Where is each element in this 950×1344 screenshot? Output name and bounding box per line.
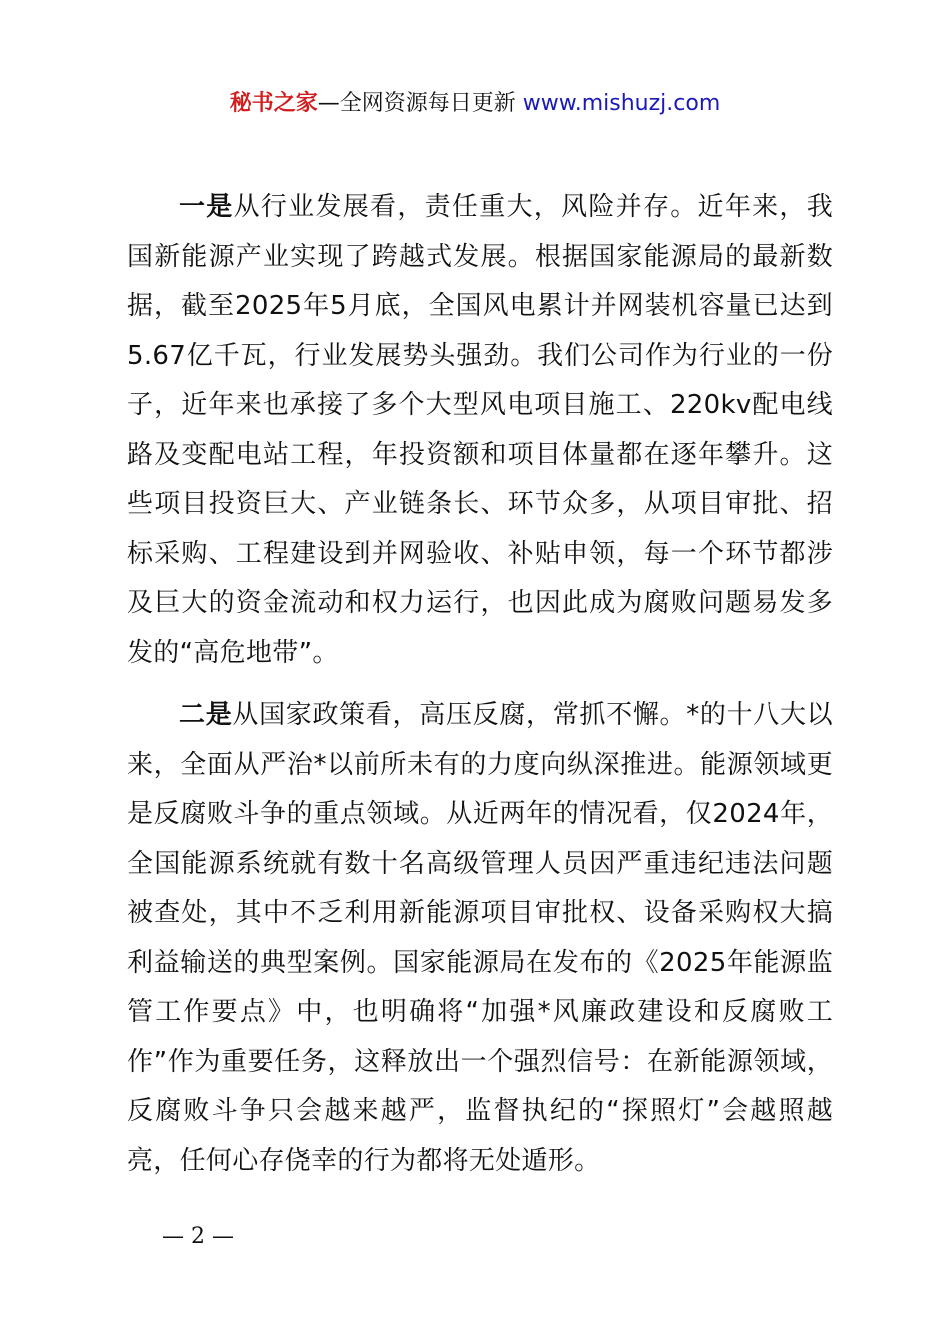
site-url-link[interactable]: www.mishuzj.com — [522, 91, 721, 116]
paragraph-1-lead: 一是 — [179, 192, 234, 222]
paragraph-2-text: 从国家政策看，高压反腐，常抓不懈。*的十八大以来，全面从严治*以前所未有的力度向纵深推进。能源领域更是反腐败斗争的重点领域。从近两年的情况看，仅2024年，全国能源系统就有数十名高级管理人员因严重违纪违法问题被查处，其中不乏利用新能源项目审批权、设备采购权大搞利益输送的典型案例。国家能源局在发布的《2025年能源监管工作要点》中，也明确将“加强*风廉政建设和反腐败工作”作为重要任务，这释放出一个强烈信号：在新能源领域，反腐败斗争只会越来越严，监督执纪的“探照灯”会越照越亮，任何心存侥幸的行为都将无处遁形。 — [127, 700, 833, 1176]
paragraph-2 — [127, 691, 833, 1186]
paragraph-1-text: 从行业发展看，责任重大，风险并存。近年来，我国新能源产业实现了跨越式发展。根据国家能源局的最新数据，截至2025年5月底，全国风电累计并网装机容量已达到5.67亿千瓦，行业发展势头强劲。我们公司作为行业的一份子，近年来也承接了多个大型风电项目施工、220kv配电线路及变配电站工程，年投资额和项目体量都在逐年攀升。这些项目投资巨大、产业链条长、环节众多，从项目审批、招标采购、工程建设到并网验收、补贴申领，每一个环节都涉及巨大的资金流动和权力运行，也因此成为腐败问题易发多发的“高危地带”。 — [127, 192, 833, 668]
document-header — [0, 88, 950, 120]
brand-name: 秘书之家 — [229, 91, 318, 116]
paragraph-2-lead: 二是 — [179, 700, 233, 730]
paragraph-1 — [127, 183, 833, 678]
document-body — [127, 183, 833, 1199]
page-number: — 2 — — [162, 1224, 234, 1249]
header-tagline: —全网资源每日更新 — [317, 91, 523, 116]
